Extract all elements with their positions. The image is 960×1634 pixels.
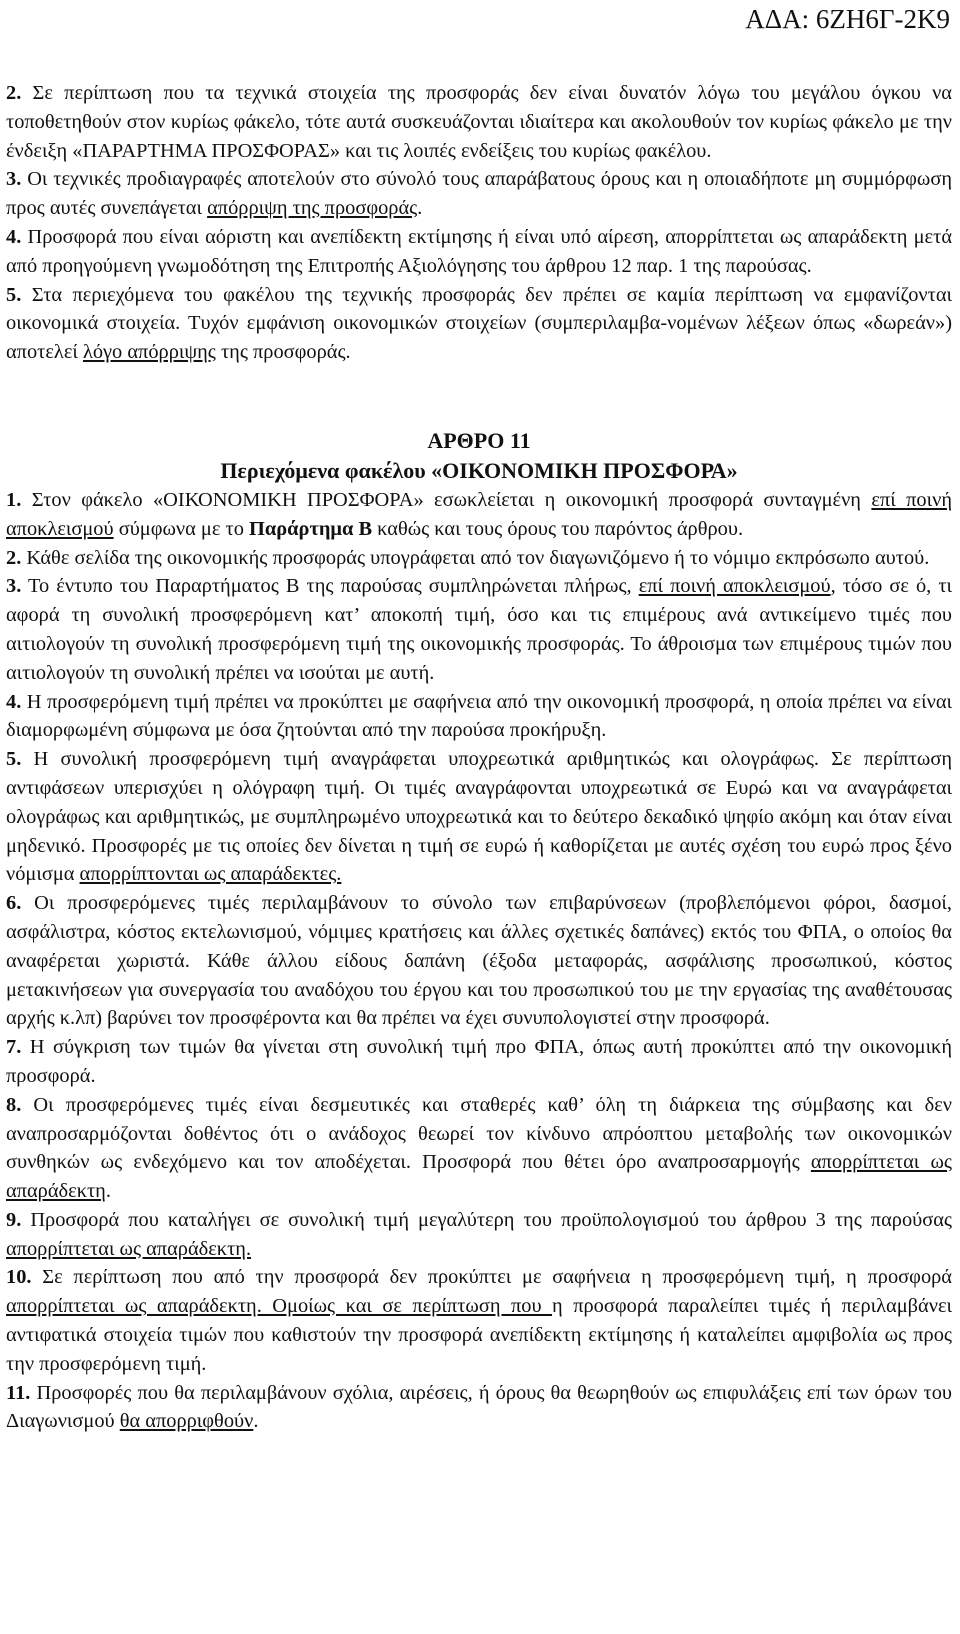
article-paragraph-10 (6, 1263, 952, 1378)
paragraph-text: Προσφορές που θα περιλαμβάνουν σχόλια, αιρέσεις, ή όρους θα θεωρηθούν ως επιφυλάξεις επί των όρων του Διαγωνισμού (6, 1381, 952, 1433)
paragraph-text: Προσφορά που καταλήγει σε συνολική τιμή μεγαλύτερη του προϋπολογισμού του άρθρου 3 της παρούσας (21, 1208, 952, 1231)
paragraph-text-2: , τόσο σε ό, τι αφορά τη συνολική προσφερόμενη κατ’ αποκοπή τιμή, όσο και τις επιμέρους ανά αντικείμενο τιμές που αιτιολογούν τη συνολική προσφερόμενη τιμή της οικονομικής προσφοράς. Το άθροισμα των επιμέρους τιμών που αιτιολογούν τη συνολική πρέπει να ισούται με αυτή. (6, 575, 952, 684)
paragraph-number: 4. (6, 225, 22, 248)
paragraph-number: 5. (6, 283, 22, 306)
paragraph-4 (6, 223, 952, 281)
underlined-text: επί ποινή αποκλεισμού (6, 488, 952, 540)
paragraph-text-2: η προσφορά παραλείπει τιμές ή περιλαμβάνει αντιφατικά στοιχεία τιμών που καθιστούν την προσφορά ανεπίδεκτη εκτίμησης ή καταλείπει αμφιβολία ως προς την προσφερόμενη τιμή. (6, 1295, 952, 1375)
paragraph-text: Το έντυπο του Παραρτήματος Β της παρούσας συμπληρώνεται πλήρως, (21, 575, 639, 598)
paragraph-text-2: σύμφωνα με το (113, 517, 249, 540)
paragraph-text: Οι τεχνικές προδιαγραφές αποτελούν στο σύνολό τους απαράβατους όρους και η οποιαδήποτε μη συμμόρφωση προς αυτές συνεπάγεται (6, 168, 952, 220)
paragraph-end: . (105, 1180, 111, 1203)
article-paragraph-4 (6, 688, 952, 746)
paragraph-end: της προσφοράς. (215, 341, 351, 364)
paragraph-text: Οι προσφερόμενες τιμές είναι δεσμευτικές και σταθερές καθ’ όλη τη διάρκεια της σύμβασης και δεν αναπροσαρμόζονται δοθέντος ότι ο ανάδοχος θεωρεί τον κίνδυνο απρόοπτου μεταβολής των οικονομικών συνθηκών ως ενδεχόμενο και τον αποδέχεται. Προσφορά που θέτει όρο αναπροσαρμογής (6, 1093, 952, 1174)
paragraph-text-3: καθώς και τους όρους του παρόντος άρθρου. (372, 517, 744, 540)
article-subtitle: Περιεχόμενα φακέλου «ΟΙΚΟΝΟΜΙΚΗ ΠΡΟΣΦΟΡΑ» (220, 457, 738, 483)
paragraph-number: 11. (6, 1381, 31, 1404)
paragraph-number: 8. (6, 1093, 22, 1116)
underlined-text: απόρριψη της προσφοράς (207, 197, 418, 220)
paragraph-number: 1. (6, 488, 22, 511)
paragraph-number: 3. (6, 575, 22, 598)
article-title: ΑΡΘΡΟ 11 (427, 427, 531, 453)
document-body (6, 79, 952, 1436)
underlined-text: απορρίπτεται ως απαράδεκτη. (6, 1237, 252, 1260)
paragraph-number: 2. (6, 82, 22, 104)
section-gap (6, 367, 952, 425)
paragraph-text: Προσφορά που είναι αόριστη και ανεπίδεκτη εκτίμησης ή είναι υπό αίρεση, απορρίπτεται ως απαράδεκτη μετά από προηγούμενη γνωμοδότηση της Επιτροπής Αξιολόγησης του άρθρου 12 παρ. 1 της παρούσας. (6, 225, 952, 277)
paragraph-number: 7. (6, 1036, 22, 1059)
paragraph-3 (6, 165, 952, 223)
paragraph-end: . (253, 1410, 259, 1433)
paragraph-number: 4. (6, 690, 22, 713)
paragraph-number: 2. (6, 546, 22, 569)
paragraph-number: 3. (6, 168, 22, 191)
paragraph-2 (6, 79, 952, 165)
article-paragraph-11 (6, 1379, 952, 1437)
paragraph-text: Οι προσφερόμενες τιμές περιλαμβάνουν το σύνολο των επιβαρύνσεων (προβλεπόμενοι φόροι, δασμοί, ασφάλιστρα, κόστος εκτελωνισμού, νόμιμες κρατήσεις και άλλες σχετικές δαπάνες) εκτός του ΦΠΑ, ο οποίος θα αναφέρεται χωριστά. Κάθε άλλου είδους δαπάνη (έξοδα μεταφοράς, ασφάλισης προσωπικού, κόστος μετακινήσεων για συνεργασία του αναδόχου του έργου και του προσωπικού του με την εργασίας της αναθέτουσας αρχής κ.λπ) βαρύνει τον προσφέροντα και θα πρέπει να έχει συνυπολογιστεί στην προσφορά. (6, 892, 952, 1030)
article-paragraph-7 (6, 1033, 952, 1091)
article-paragraph-3 (6, 572, 952, 687)
article-paragraph-6 (6, 889, 952, 1033)
ada-code: ΑΔΑ: 6ΖΗ6Γ-2Κ9 (745, 4, 950, 34)
paragraph-text: Η προσφερόμενη τιμή πρέπει να προκύπτει με σαφήνεια από την οικονομική προσφορά, η οποία πρέπει να είναι διαμορφωμένη σύμφωνα με όσα ζητούνται από την παρούσα προκήρυξη. (6, 690, 952, 742)
paragraph-text: Η σύγκριση των τιμών θα γίνεται στη συνολική τιμή προ ΦΠΑ, όπως αυτή προκύπτει από την οικονομική προσφορά. (6, 1036, 952, 1087)
underlined-text: λόγο απόρριψης (82, 341, 216, 364)
underlined-text: απορρίπτεται ως απαράδεκτη (6, 1151, 952, 1203)
paragraph-text: Η συνολική προσφερόμενη τιμή αναγράφεται υποχρεωτικά αριθμητικώς και ολογράφως. Σε περίπτωση αντιφάσεων υπερισχύει η ολόγραφη τιμή. Οι τιμές αναγράφονται υποχρεωτικά σε Ευρώ και να αναγράφεται ολογράφως και αριθμητικώς, με συμπληρωμένο υποχρεωτικά και το δεύτερο δεκαδικό ψηφίο ακόμη και όταν είναι μηδενικό. Προσφορές με τις οποίες δεν δίνεται η τιμή σε ευρώ ή καθορίζεται με αυτές σχέση του ευρώ προς ξένο νόμισμα (6, 748, 952, 886)
paragraph-text: Σε περίπτωση που τα τεχνικά στοιχεία της προσφοράς δεν είναι δυνατόν λόγω του μεγάλου όγκου να τοποθετηθούν στον κυρίως φάκελο, τότε αυτά συσκευάζονται ιδιαίτερα και ακολουθούν τον κυρίως φάκελο με την ένδειξη «ΠΑΡΑΡΤΗΜΑ ΠΡΟΣΦΟΡΑΣ» και τις λοιπές ενδείξεις του κυρίως φακέλου. (6, 82, 952, 162)
paragraph-number: 10. (6, 1266, 32, 1289)
underlined-text: απορρίπτεται ως απαράδεκτη. Ομοίως και σε περίπτωση που (6, 1295, 553, 1318)
paragraph-number: 5. (6, 748, 22, 771)
article-paragraph-8 (6, 1091, 952, 1206)
paragraph-text: Στα περιεχόμενα του φακέλου της τεχνικής προσφοράς δεν πρέπει σε καμία περίπτωση να εμφανίζονται οικονομικά στοιχεία. Τυχόν εμφάνιση οικονομικών στοιχείων (συμπεριλαμβα-νομένων λέξεων όπως «δωρεάν») αποτελεί (6, 283, 952, 364)
paragraph-number: 9. (6, 1208, 22, 1231)
underlined-text: θα απορριφθούν (119, 1410, 254, 1433)
paragraph-number: 6. (6, 892, 22, 915)
bold-text: Παράρτημα Β (249, 517, 373, 540)
article-paragraph-2 (6, 544, 952, 573)
article-paragraph-5 (6, 745, 952, 889)
article-paragraph-1 (6, 486, 952, 544)
article-paragraph-9 (6, 1206, 952, 1264)
underlined-text: επί ποινή αποκλεισμού (638, 575, 831, 598)
paragraph-text: Σε περίπτωση που από την προσφορά δεν προκύπτει με σαφήνεια η προσφερόμενη τιμή, η προσφορά (31, 1266, 952, 1289)
paragraph-text: Στον φάκελο «ΟΙΚΟΝΟΜΙΚΗ ΠΡΟΣΦΟΡΑ» εσωκλείεται η οικονομική προσφορά συνταγμένη (21, 488, 872, 511)
paragraph-text: Κάθε σελίδα της οικονομικής προσφοράς υπογράφεται από τον διαγωνιζόμενο ή το νόμιμο εκπρόσωπο αυτού. (21, 546, 930, 569)
paragraph-end: . (417, 197, 423, 220)
underlined-text: απορρίπτονται ως απαράδεκτες. (79, 863, 342, 886)
paragraph-5 (6, 281, 952, 367)
